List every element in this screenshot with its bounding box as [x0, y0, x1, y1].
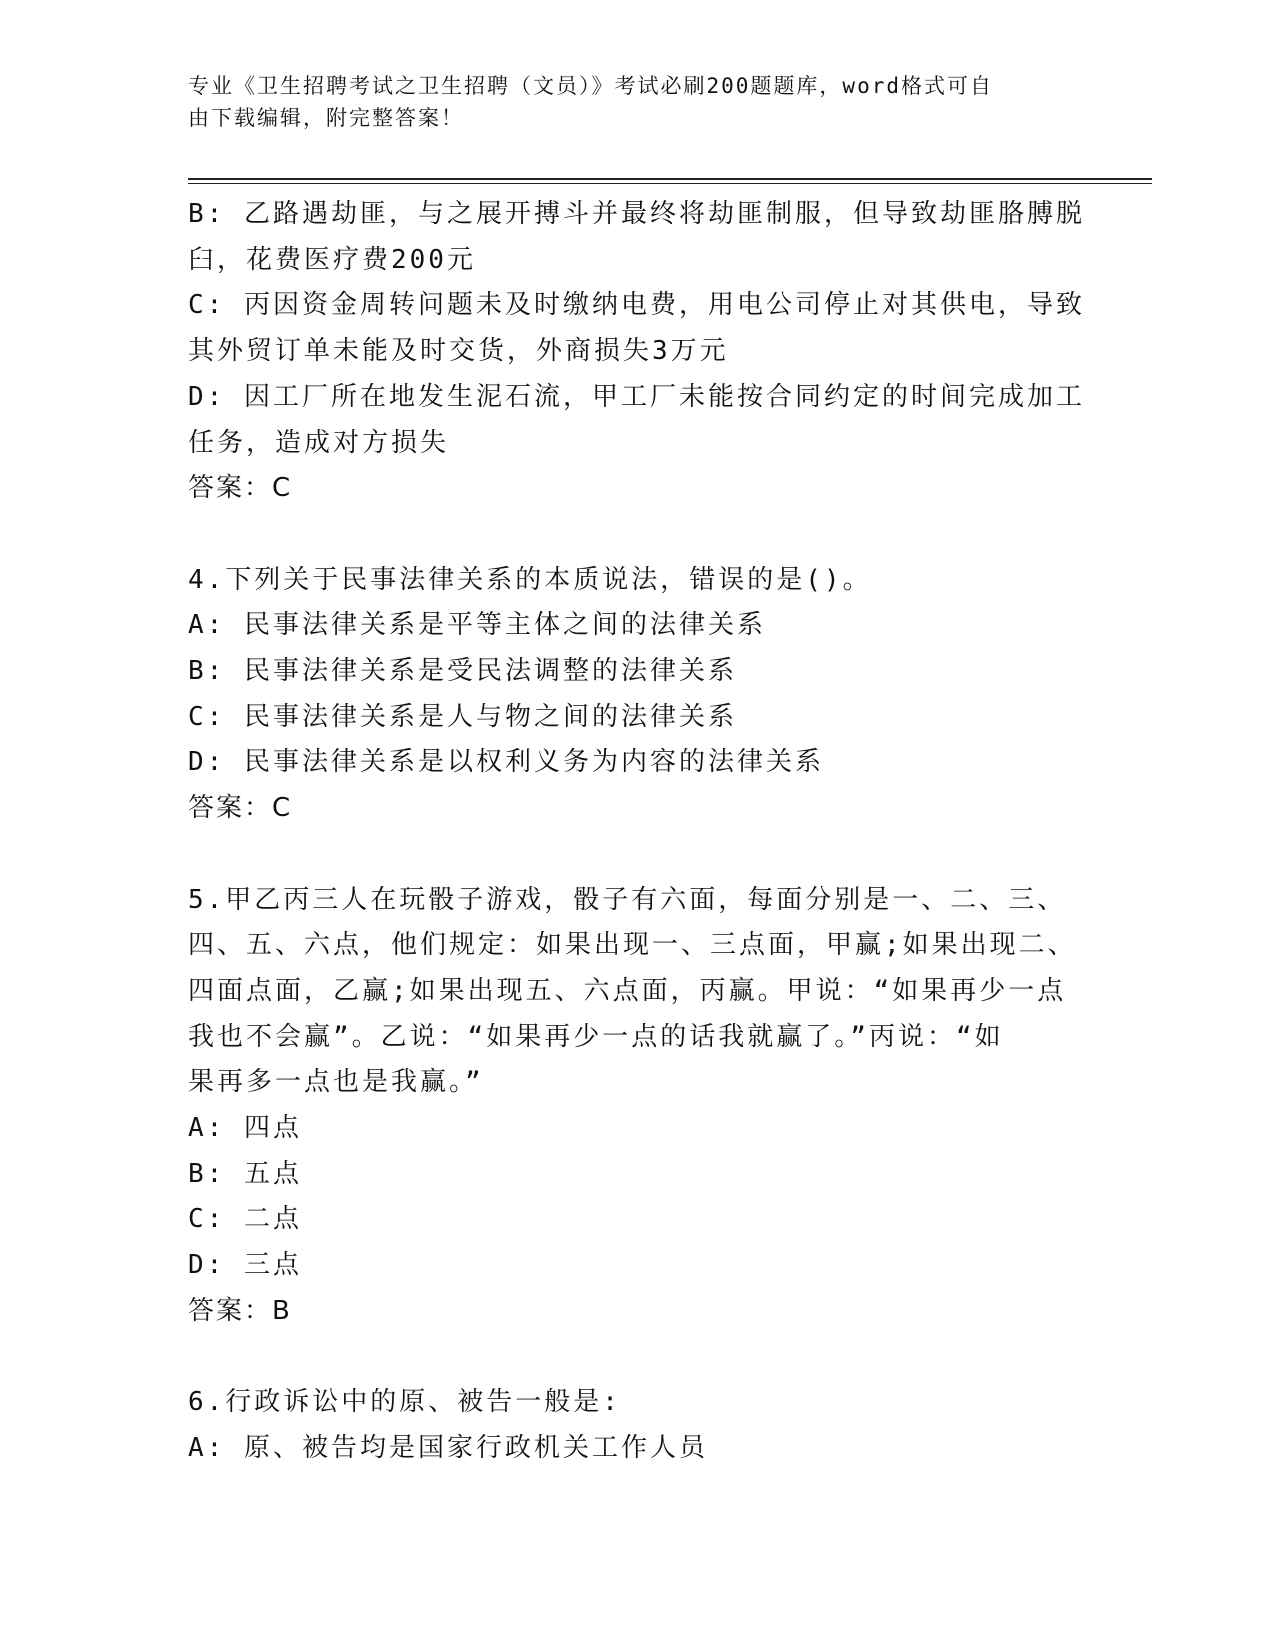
q5-answer: 答案：B [188, 1295, 292, 1326]
q6-stem: 6.行政诉讼中的原、被告一般是: [188, 1387, 621, 1418]
q3-option-b-line-1: B: 乙路遇劫匪，与之展开搏斗并最终将劫匪制服，但导致劫匪胳膊脱 [188, 199, 1085, 229]
header-line-1: 专业《卫生招聘考试之卫生招聘（文员）》考试必刷200题题库，word格式可自 [188, 74, 993, 98]
header-line-2: 由下载编辑，附完整答案！ [188, 106, 464, 130]
spacer [188, 1335, 1088, 1381]
q4-option-d: D: 民事法律关系是以权利义务为内容的法律关系 [188, 747, 824, 778]
q4-stem: 4.下列关于民事法律关系的本质说法，错误的是()。 [188, 564, 872, 595]
q4-option-c: C: 民事法律关系是人与物之间的法律关系 [188, 701, 737, 732]
q4-option-b: B: 民事法律关系是受民法调整的法律关系 [188, 656, 737, 687]
question-6 [188, 1380, 1088, 1471]
header-rule-thick [188, 178, 1152, 180]
q3-option-c-line-2: 其外贸订单未能及时交货，外商损失3万元 [188, 336, 729, 367]
question-4 [188, 558, 1088, 832]
q5-stem-line-4: 我也不会赢”。乙说：“如果再少一点的话我就赢了。”丙说：“如 [188, 1021, 1004, 1052]
q3-option-d-line-1: D: 因工厂所在地发生泥石流，甲工厂未能按合同约定的时间完成加工 [188, 381, 1085, 412]
header-rule-thin [188, 183, 1152, 184]
spacer [188, 832, 1088, 878]
spacer [188, 512, 1088, 558]
q5-option-c: C: 二点 [188, 1204, 302, 1235]
q5-stem-line-3: 四面点面，乙赢;如果出现五、六点面，丙赢。甲说：“如果再少一点 [188, 975, 1067, 1006]
q5-option-b: B: 五点 [188, 1158, 302, 1189]
q3-option-c-line-1: C: 丙因资金周转问题未及时缴纳电费，用电公司停止对其供电，导致 [188, 290, 1085, 321]
q5-option-a: A: 四点 [188, 1113, 302, 1144]
question-5 [188, 878, 1088, 1335]
q5-stem-line-5: 果再多一点也是我赢。” [188, 1067, 484, 1098]
q3-option-d-line-2: 任务，造成对方损失 [188, 427, 450, 458]
q6-option-a: A: 原、被告均是国家行政机关工作人员 [188, 1432, 708, 1463]
q5-stem-line-1: 5.甲乙丙三人在玩骰子游戏，骰子有六面，每面分别是一、二、三、 [188, 884, 1067, 915]
document-body [188, 192, 1088, 1472]
q5-option-d: D: 三点 [188, 1250, 302, 1281]
q4-answer: 答案：C [188, 793, 293, 824]
document-header [188, 70, 1088, 134]
q4-option-a: A: 民事法律关系是平等主体之间的法律关系 [188, 610, 766, 641]
q5-stem-line-2: 四、五、六点，他们规定：如果出现一、三点面，甲赢;如果出现二、 [188, 930, 1077, 961]
q3-option-b-line-2: 臼，花费医疗费200元 [188, 244, 476, 275]
question-3 [188, 192, 1088, 512]
q3-answer: 答案：C [188, 473, 293, 504]
